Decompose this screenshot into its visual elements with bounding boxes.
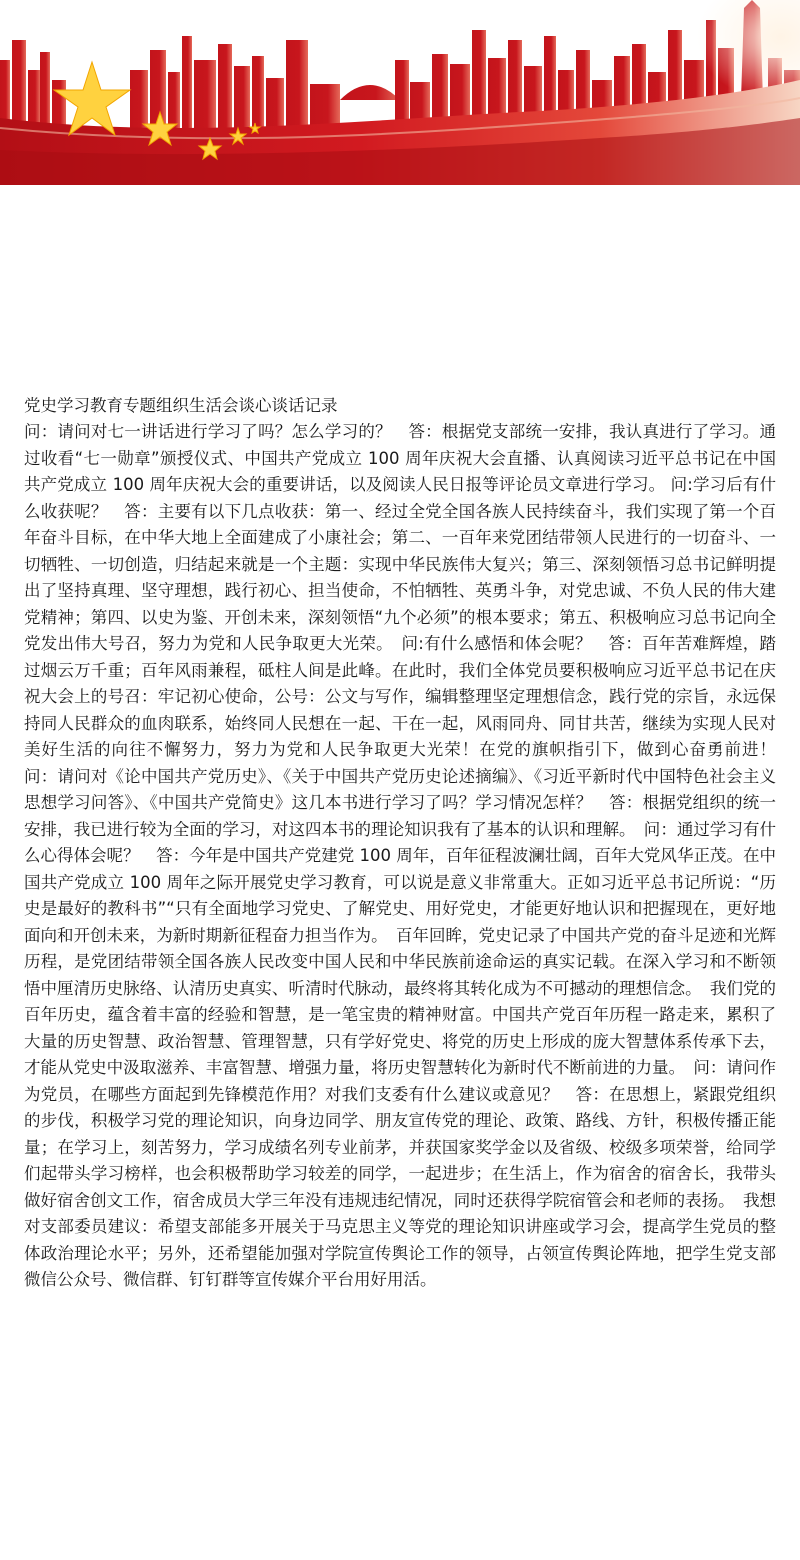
header-banner [0, 0, 800, 185]
document-title: 党史学习教育专题组织生活会谈心谈话记录 [24, 396, 338, 415]
skyline-banner-graphic [0, 0, 800, 185]
document-body: 问：请问对七一讲话进行学习了吗？怎么学习的？ 答：根据党支部统一安排，我认真进行了学习。通过收看“七一勋章”颁授仪式、中国共产党成立 100 周年庆祝大会直播、认真阅读习近平总书记在中国共产党成立 100 周年庆祝大会的重要讲话，以及阅读人民日报等评论员文章进行学习。 问:学习后有什么收获呢？ 答：主要有以下几点收获：第一、经过全党全国各族人民持续奋斗，我们实现了第一个百年奋斗目标，在中华大地上全面建成了小康社会；第二、一百年来党团结带领人民进行的一切奋斗、一切牺牲、一切创造，归结起来就是一个主题：实现中华民族伟大复兴；第三、深刻领悟习总书记鲜明提出了坚持真理、坚守理想，践行初心、担当使命，不怕牺牲、英勇斗争，对党忠诚、不负人民的伟大建党精神；第四、以史为鉴、开创未来，深刻领悟“九个必须”的根本要求；第五、积极响应习总书记向全党发出伟大号召，努力为党和人民争取更大光荣。 问:有什么感悟和体会呢？ 答：百年苦难辉煌，踏过烟云万千重；百年风雨兼程，砥柱人间是此峰。在此时，我们全体党员要积极响应习近平总书记在庆祝大会上的号召：牢记初心使命，公号：公文与写作，编辑整理坚定理想信念，践行党的宗旨，永远保持同人民群众的血肉联系，始终同人民想在一起、干在一起，风雨同舟、同甘共苦，继续为实现人民对美好生活的向往不懈努力，努力为党和人民争取更大光荣！在党的旗帜指引下，做到心奋勇前进！ 问：请问对《论中国共产党历史》、《关于中国共产党历史论述摘编》、《习近平新时代中国特色社会主义思想学习问答》、《中国共产党简史》这几本书进行学习了吗？学习情况怎样？ 答：根据党组织的统一安排，我已进行较为全面的学习，对这四本书的理论知识我有了基本的认识和理解。 问：通过学习有什么心得体会呢？ 答：今年是中国共产党建党 100 周年，百年征程波澜壮阔，百年大党风华正茂。在中国共产党成立 100 周年之际开展党史学习教育，可以说是意义非常重大。正如习近平总书记所说：“历史是最好的教科书”“只有全面地学习党史、了解党史、用好党史，才能更好地认识和把握现在，更好地面向和开创未来，为新时期新征程奋力担当作为。 百年回眸，党史记录了中国共产党的奋斗足迹和光辉历程，是党团结带领全国各族人民改变中国人民和中华民族前途命运的真实记载。在深入学习和不断领悟中厘清历史脉络、认清历史真实、听清时代脉动，最终将其转化成为不可撼动的理想信念。 我们党的百年历史，蕴含着丰富的经验和智慧，是一笔宝贵的精神财富。中国共产党百年历程一路走来，累积了大量的历史智慧、政治智慧、管理智慧，只有学好党史、将党的历史上形成的庞大智慧体系传承下去，才能从党史中汲取滋养、丰富智慧、增强力量，将历史智慧转化为新时代不断前进的力量。 问：请问作为党员，在哪些方面起到先锋模范作用？对我们支委有什么建议或意见？ 答：在思想上，紧跟党组织的步伐，积极学习党的理论知识，向身边同学、朋友宣传党的理论、政策、路线、方针，积极传播正能量；在学习上，刻苦努力，学习成绩名列专业前茅，并获国家奖学金以及省级、校级多项荣誉，给同学们起带头学习榜样，也会积极帮助学习较差的同学，一起进步；在生活上，作为宿舍的宿舍长，我带头做好宿舍创文工作，宿舍成员大学三年没有违规违纪情况，同时还获得学院宿管会和老师的表扬。 我想对支部委员建议：希望支部能多开展关于马克思主义等党的理论知识讲座或学习会，提高学生党员的整体政治理论水平；另外，还希望能加强对学院宣传舆论工作的领导，占领宣传舆论阵地，把学生党支部微信公众号、微信群、钉钉群等宣传媒介平台用好用活。 [24, 422, 793, 1289]
document-content [24, 393, 793, 1294]
